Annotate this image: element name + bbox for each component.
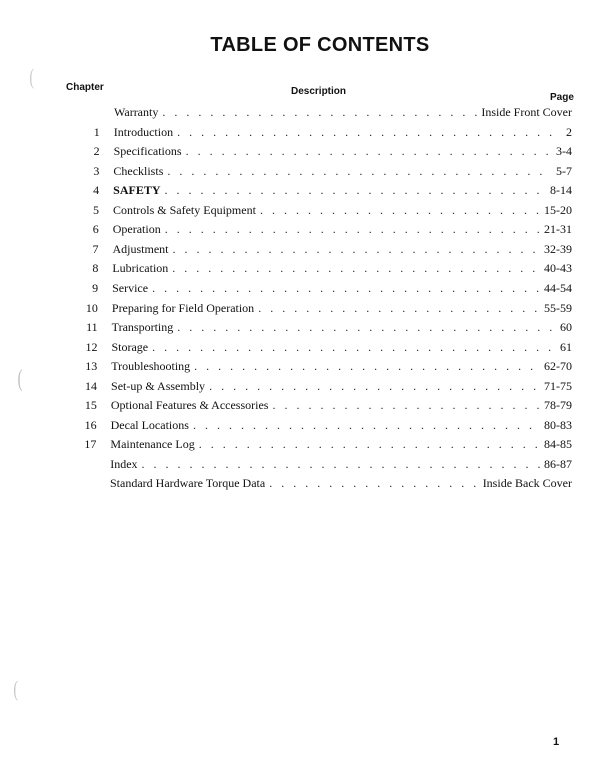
toc-entry-title: Standard Hardware Torque Data [110, 476, 266, 491]
toc-entry [85, 339, 572, 355]
toc-chapter-number: 3 [93, 163, 100, 178]
toc-entry-title: Warranty [114, 105, 159, 119]
dot-leader [177, 319, 556, 335]
dot-leader [162, 104, 477, 120]
toc-entry-title: Storage [111, 339, 149, 354]
page-number: 1 [553, 736, 560, 748]
toc-chapter-number: 11 [86, 320, 98, 335]
toc-entry-title: Lubrication [112, 261, 169, 276]
toc-entry-title: Troubleshooting [111, 359, 191, 374]
toc-entry-title: Operation [112, 222, 161, 237]
dot-leader [269, 475, 478, 491]
toc-page-reference: Inside Front Cover [481, 105, 572, 119]
dot-leader [152, 280, 540, 296]
toc-page-reference: 5-7 [555, 163, 572, 178]
toc-page-reference: 71-75 [543, 378, 572, 393]
toc-entry-title: SAFETY [113, 183, 161, 198]
toc-page-reference: 3-4 [555, 144, 572, 159]
toc-entry [93, 124, 572, 140]
toc-entry-title: Index [110, 456, 138, 471]
toc-entry-title: Specifications [113, 144, 182, 159]
toc-chapter-number: 16 [84, 417, 97, 432]
binding-hole-mark: ( [29, 64, 34, 89]
toc-entry-title: Set-up & Assembly [111, 378, 206, 393]
toc-chapter-number: 12 [85, 339, 98, 354]
toc-entry-title: Controls & Safety Equipment [112, 202, 256, 217]
binding-hole-mark: ( [13, 676, 18, 701]
dot-leader [172, 260, 540, 276]
toc-page-reference: Inside Back Cover [482, 476, 572, 491]
toc-entry [85, 378, 572, 394]
dot-leader [165, 182, 546, 198]
toc-entry-title: Optional Features & Accessories [110, 398, 269, 413]
toc-chapter-number: 4 [93, 183, 100, 198]
dot-leader [152, 339, 556, 355]
dot-leader [209, 378, 540, 394]
toc-chapter-number: 15 [84, 398, 97, 413]
toc-entry-title: Preparing for Field Operation [111, 300, 255, 315]
toc-page-reference: 62-70 [543, 359, 572, 374]
toc-entry [93, 143, 572, 159]
toc-chapter-number: 13 [85, 359, 98, 374]
chapter-column-header: Chapter [66, 82, 104, 93]
toc-entry [85, 358, 572, 374]
dot-leader [165, 221, 540, 237]
dot-leader [173, 241, 540, 257]
toc-entry [92, 202, 572, 218]
toc-chapter-number: 5 [92, 202, 99, 217]
binding-hole-mark: ( [17, 366, 23, 392]
toc-page-reference: 84-85 [543, 437, 572, 452]
toc-entry [92, 260, 572, 276]
toc-entry-title: Checklists [113, 163, 164, 178]
dot-leader [193, 417, 540, 433]
toc-chapter-number: 6 [92, 222, 99, 237]
toc-chapter-number: 1 [93, 124, 100, 139]
page-column-header: Page [550, 92, 574, 103]
toc-chapter-number: 9 [92, 280, 99, 295]
toc-chapter-number: 2 [93, 144, 100, 159]
toc-page-reference: 60 [559, 320, 572, 335]
dot-leader [186, 143, 552, 159]
toc-entry [85, 300, 572, 316]
toc-entry [92, 280, 572, 296]
toc-chapter-number: 14 [85, 378, 98, 393]
toc-entry [84, 417, 572, 433]
toc-chapter-number: 10 [85, 300, 98, 315]
toc-page-reference: 78-79 [543, 398, 572, 413]
toc-chapter-number: 7 [92, 241, 99, 256]
dot-leader [260, 202, 540, 218]
toc-page-reference: 32-39 [543, 241, 572, 256]
dot-leader [142, 456, 540, 472]
toc-entry [114, 104, 572, 120]
toc-entry [110, 475, 572, 491]
toc-page-reference: 86-87 [543, 456, 572, 471]
toc-entry [93, 182, 572, 198]
description-column-header: Description [291, 86, 347, 97]
toc-entry-title: Decal Locations [110, 417, 189, 432]
toc-page-reference: 40-43 [543, 261, 572, 276]
toc-entry [92, 221, 572, 237]
dot-leader [194, 358, 540, 374]
dot-leader [258, 300, 540, 316]
toc-chapter-number: 8 [92, 261, 99, 276]
dot-leader [272, 397, 540, 413]
toc-entry [92, 241, 572, 257]
toc-entry-title: Service [112, 280, 149, 295]
toc-entry-title: Transporting [111, 320, 174, 335]
toc-chapter-number: 17 [84, 437, 97, 452]
toc-page-reference: 21-31 [543, 222, 572, 237]
page-title: TABLE OF CONTENTS [210, 34, 430, 56]
toc-entry-title: Maintenance Log [110, 437, 195, 452]
toc-page-reference: 8-14 [549, 183, 572, 198]
dot-leader [167, 163, 552, 179]
toc-entry-title: Introduction [113, 124, 174, 139]
toc-page-reference: 15-20 [543, 202, 572, 217]
toc-entry [86, 319, 572, 335]
toc-entry [84, 397, 572, 413]
toc-page-reference: 44-54 [543, 280, 572, 295]
dot-leader [199, 436, 540, 452]
toc-page-reference: 61 [559, 339, 572, 354]
toc-page-reference: 80-83 [543, 417, 572, 432]
toc-entry [84, 436, 572, 452]
dot-leader [177, 124, 562, 140]
toc-page-reference: 55-59 [543, 300, 572, 315]
toc-page-reference: 2 [565, 124, 572, 139]
toc-entry [93, 163, 572, 179]
toc-entry [110, 456, 572, 472]
toc-entry-title: Adjustment [112, 241, 169, 256]
